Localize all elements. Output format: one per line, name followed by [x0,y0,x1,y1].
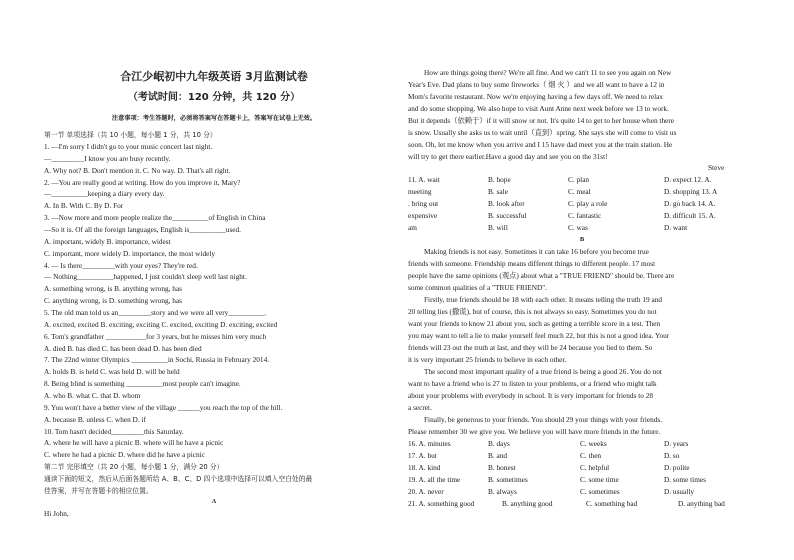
option-cell: C. something bad [586,499,638,508]
option-cell: 20. A. never [408,487,444,496]
option-line: A. where he will have a picnic B. where will he have a picnic [44,438,224,447]
option-line: A. died B. has died C. has been dead D. has been died [44,344,202,353]
passage-b-label: B [579,236,585,243]
passage-line: people have the same opinions (观点) about what a "TRUE FRIEND" should be. There are [408,271,675,280]
passage-line: you may want to tell a lie to make yourself feel much 22, but this is not a good idea. Your [408,331,670,340]
question-line: 7. The 22nd winter Olympics __________in Sochi, Russia in February 2014. [44,355,270,364]
passage-line: Finally, be generous to your friends. You should 29 your things with your friends. [424,415,663,424]
option-line: A. In B. With C. By D. For [44,201,124,210]
question-line: —_________I know you are busy recently. [44,154,171,163]
passage-line: it is very important 25 friends to believe in each other. [408,355,567,364]
option-cell: B. sale [488,187,508,196]
letter-line: soon. Oh, let me know when you arrive and I 15 have dad meet you at the train station. He [408,140,673,149]
option-cell: D. so [664,451,680,460]
section2-heading: 第二节 完形填空（共 20 小题，每小题 1 分，满分 20 分） [44,463,224,471]
option-cell: D. usually [664,487,694,496]
question-line: 3. —Now more and more people realize the__________of English in China [44,213,266,222]
passage-line: want to have a friend who is 27 to listen to your problems, or a friend who might talk [408,379,657,388]
section2-instructions: 佳答案，并写在答题卡的相应位置。 [44,487,153,495]
option-cell: 19. A. all the time [408,475,461,484]
question-line: 9. You won't have a better view of the village ______you reach the top of the hill. [44,403,283,412]
option-cell: 18. A. kind [408,463,441,472]
option-cell: B. hope [488,175,511,184]
passage-line: some common qualities of a "TRUE FRIEND". [408,283,548,292]
passage-a-label: A [211,498,217,505]
question-line: — Nothing__________happened, I just couldn't sleep well last night. [44,272,247,281]
exam-notice: 注意事项：考生答题时，必须将答案写在答题卡上，答案写在试卷上无效。 [111,115,317,122]
option-cell: C. some time [580,475,619,484]
option-cell: C. sometimes [580,487,620,496]
option-cell: D. difficult 15. A. [664,211,716,220]
option-cell: D. some times [664,475,706,484]
option-cell: 17. A. but [408,451,437,460]
option-cell: C. plan [568,175,590,184]
passage-line: friends with someone. Friendship means different things to different people. 17 most [408,259,656,268]
option-cell: C. weeks [580,439,607,448]
option-cell: D. anything bad [678,499,725,508]
option-line: A. holds B. is held C. was held D. will be held [44,367,180,376]
question-line: —__________keeping a diary every day. [44,189,165,198]
passage-line: a secret. [408,403,432,412]
option-cell: 16. A. minutes [408,439,451,448]
question-line: 5. The old man told us an_________story and we were all very__________. [44,308,267,317]
option-cell: C. fantastic [568,211,602,220]
letter-line: Mom's favorite restaurant. Now we're enjoying having a few days off. We need to relax [408,92,664,101]
letter-greeting: Hi John, [44,509,69,518]
option-cell: C. helpful [580,463,610,472]
question-line: 2. —You are really good at writing. How do you improve it, Mary? [44,178,241,187]
option-cell: D. go back 14. A. [664,199,716,208]
letter-line: is snow. Usually she asks us to wait until（直到）spring. She says she will come to visit us [408,128,677,137]
question-line: 8. Being blind is something __________most people can't imagine. [44,379,241,388]
option-cell: 11. A. wait [408,175,440,184]
option-cell: B. look after [488,199,525,208]
option-cell: D. expect 12. A. [664,175,712,184]
option-cell: expensive [408,211,438,220]
option-cell: D. shopping 13. A [664,187,718,196]
letter-line: and do some shopping. We also hope to visit Aunt Anne next week before we 13 to work. [408,104,669,113]
option-line: A. important, widely B. importance, widest [44,237,171,246]
option-cell: D. want [664,223,688,232]
question-line: 4. — Is there_________with your eyes? They're red. [44,261,198,270]
letter-line: will try to get there earlier.Have a good day and see you on the 31st! [408,152,608,161]
option-cell: B. days [488,439,510,448]
option-cell: C. was [568,223,588,232]
letter-line: But it depends（依赖于）if it will snow or not. It's quite 14 to get to her house when there [408,116,674,125]
option-line: C. important, more widely D. importance, the most widely [44,249,216,258]
passage-line: want your friends to know 21 about you, such as getting a terrible score in a test. Then [408,319,661,328]
option-cell: B. will [488,223,508,232]
option-cell: B. always [488,487,517,496]
section1-heading: 第一节 单项选择（共 10 小题，每小题 1 分，共 10 分） [44,131,217,139]
option-line: A. something wrong, is B. anything wrong, has [44,284,183,293]
option-cell: C. then [580,451,602,460]
option-line: C. where he had a picnic D. where did he have a picnic [44,450,205,459]
option-cell: B. and [488,451,508,460]
option-cell: C. meal [568,187,591,196]
option-cell: am [408,223,417,232]
option-line: A. because B. unless C. when D. if [44,415,146,424]
question-line: 6. Tom's grandfather ___________for 3 years, but he misses him very much [44,332,267,341]
option-cell: . bring out [408,199,439,208]
exam-title: 合江少岷初中九年级英语 3月监测试卷 [120,70,308,83]
option-cell: D. years [664,439,689,448]
passage-line: about your problems with everybody in school. It is very important for friends to 28 [408,391,654,400]
option-cell: C. play a role [568,199,608,208]
option-cell: 21. A. something good [408,499,475,508]
option-line: A. excited, excited B. exciting, exciting C. excited, exciting D. exciting, excited [44,320,278,329]
option-line: C. anything wrong, is D. something wrong, has [44,296,183,305]
passage-line: Please remember 30 we give you. We believe you will have more friends in the future. [408,427,661,436]
question-line: —So it is. Of all the foreign languages, English is__________used. [44,225,241,234]
letter-line: How are things going there? We're all fine. And we can't 11 to see you again on New [424,68,672,77]
option-line: A. Why not? B. Don't mention it. C. No way. D. That's all right. [44,166,231,175]
passage-line: friends will 23 out the truth at last, and they will be 24 because you lied to them. So [408,343,653,352]
passage-line: Making friends is not easy. Sometimes it can take 16 before you become true [424,247,649,256]
option-cell: B. anything good [502,499,553,508]
option-cell: B. sometimes [488,475,528,484]
section2-instructions: 通读下面的短文，然后从后面各题所给 A、B、C、D 四个选项中选择可以填入空白处的最 [44,475,313,483]
option-cell: B. successful [488,211,527,220]
question-line: 10. Tom hasn't decided_________this Saturday. [44,427,184,436]
option-cell: B. honest [488,463,516,472]
option-cell: D. polite [664,463,690,472]
exam-info: （考试时间：120 分钟，共 120 分） [127,92,301,103]
passage-line: Firstly, true friends should be 18 with each other. It means telling the truth 19 and [424,295,663,304]
passage-line: The second most important quality of a true friend is being a good 26. You do not [424,367,662,376]
letter-line: Year's Eve. Dad plans to buy some fireworks（ 烟 火 ）and we all want to have a 12 in [408,80,665,89]
passage-line: 20 telling lies (撒谎), but of course, this is not always so easy. Sometimes you do not [408,307,657,316]
option-line: A. who B. what C. that D. whom [44,391,141,400]
question-line: 1. —I'm sorry I didn't go to your music concert last night. [44,142,213,151]
letter-signature: Steve [708,163,725,172]
option-cell: meeting [408,187,432,196]
